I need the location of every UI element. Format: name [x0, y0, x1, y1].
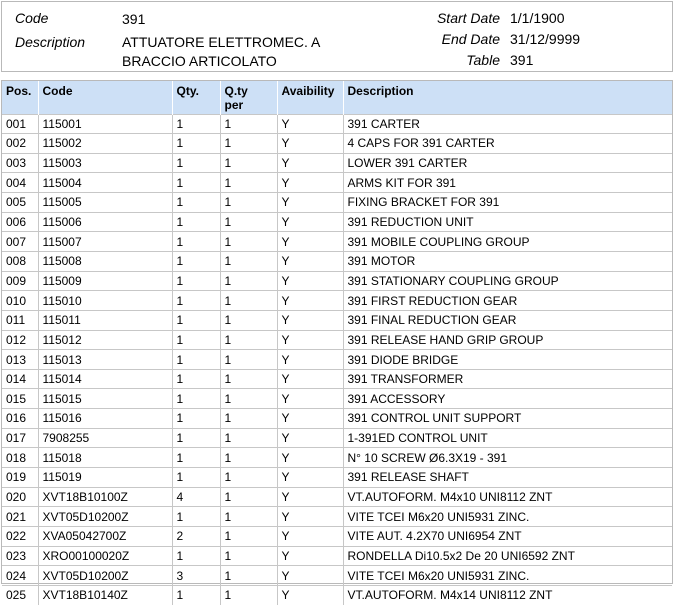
- cell-qty-per: 1: [220, 310, 277, 330]
- cell-qty-per: 1: [220, 114, 277, 134]
- cell-availability: Y: [277, 212, 343, 232]
- cell-qty: 1: [172, 448, 220, 468]
- column-header-text: Pos.: [6, 84, 32, 98]
- cell-qty: 1: [172, 310, 220, 330]
- cell-pos: 007: [2, 232, 38, 252]
- cell-qty: 4: [172, 487, 220, 507]
- cell-qty: 3: [172, 566, 220, 586]
- cell-availability: Y: [277, 428, 343, 448]
- cell-code: 115001: [38, 114, 172, 134]
- cell-availability: Y: [277, 409, 343, 429]
- table-row[interactable]: [2, 291, 672, 311]
- cell-code: 115009: [38, 271, 172, 291]
- cell-pos: 013: [2, 350, 38, 370]
- cell-qty-per: 1: [220, 271, 277, 291]
- cell-qty: 2: [172, 526, 220, 546]
- column-header-code: [38, 81, 172, 114]
- cell-code: XRO00100020Z: [38, 546, 172, 566]
- table-row[interactable]: [2, 389, 672, 409]
- cell-qty: 1: [172, 271, 220, 291]
- cell-pos: 016: [2, 409, 38, 429]
- cell-qty: 1: [172, 153, 220, 173]
- cell-qty-per: 1: [220, 251, 277, 271]
- cell-pos: 020: [2, 487, 38, 507]
- cell-code: 115006: [38, 212, 172, 232]
- cell-pos: 017: [2, 428, 38, 448]
- cell-availability: Y: [277, 448, 343, 468]
- cell-code: 115019: [38, 468, 172, 488]
- table-row[interactable]: [2, 232, 672, 252]
- cell-qty-per: 1: [220, 409, 277, 429]
- column-header-text: Code: [42, 84, 73, 98]
- cell-availability: Y: [277, 585, 343, 604]
- table-row[interactable]: [2, 369, 672, 389]
- table-value: 391: [510, 52, 534, 68]
- cell-description: 391 ACCESSORY: [343, 389, 672, 409]
- cell-qty: 1: [172, 330, 220, 350]
- parts-table-container: [1, 80, 673, 603]
- cell-description: VITE TCEI M6x20 UNI5931 ZINC.: [343, 507, 672, 527]
- cell-availability: Y: [277, 114, 343, 134]
- cell-qty-per: 1: [220, 526, 277, 546]
- table-row[interactable]: [2, 585, 672, 604]
- cell-pos: 022: [2, 526, 38, 546]
- cell-code: 115018: [38, 448, 172, 468]
- table-row[interactable]: [2, 409, 672, 429]
- cell-description: 391 FINAL REDUCTION GEAR: [343, 310, 672, 330]
- description-line-2: BRACCIO ARTICOLATO: [122, 53, 277, 69]
- cell-pos: 003: [2, 153, 38, 173]
- cell-qty: 1: [172, 350, 220, 370]
- cell-pos: 005: [2, 193, 38, 213]
- cell-code: 115002: [38, 134, 172, 154]
- cell-code: 115013: [38, 350, 172, 370]
- start-date-value: 1/1/1900: [510, 10, 565, 26]
- table-row[interactable]: [2, 487, 672, 507]
- cell-description: 391 DIODE BRIDGE: [343, 350, 672, 370]
- cell-availability: Y: [277, 134, 343, 154]
- cell-qty: 1: [172, 428, 220, 448]
- cell-availability: Y: [277, 369, 343, 389]
- cell-qty: 1: [172, 232, 220, 252]
- cell-qty: 1: [172, 251, 220, 271]
- cell-pos: 024: [2, 566, 38, 586]
- cell-code: 115003: [38, 153, 172, 173]
- table-row[interactable]: [2, 310, 672, 330]
- cell-qty-per: 1: [220, 448, 277, 468]
- cell-qty: 1: [172, 291, 220, 311]
- cell-code: XVA05042700Z: [38, 526, 172, 546]
- table-row[interactable]: [2, 566, 672, 586]
- cell-qty-per: 1: [220, 173, 277, 193]
- table-row[interactable]: [2, 271, 672, 291]
- parts-table: [2, 81, 672, 605]
- cell-code: 115012: [38, 330, 172, 350]
- table-row[interactable]: [2, 134, 672, 154]
- cell-availability: Y: [277, 153, 343, 173]
- cell-qty: 1: [172, 585, 220, 604]
- cell-qty: 1: [172, 389, 220, 409]
- cell-qty-per: 1: [220, 468, 277, 488]
- end-date-label: End Date: [441, 31, 500, 47]
- cell-qty-per: 1: [220, 330, 277, 350]
- cell-pos: 018: [2, 448, 38, 468]
- table-row[interactable]: [2, 468, 672, 488]
- cell-qty: 1: [172, 468, 220, 488]
- cell-qty: 1: [172, 212, 220, 232]
- table-row[interactable]: [2, 251, 672, 271]
- cell-pos: 023: [2, 546, 38, 566]
- cell-pos: 009: [2, 271, 38, 291]
- cell-code: XVT18B10100Z: [38, 487, 172, 507]
- table-row[interactable]: [2, 428, 672, 448]
- cell-qty-per: 1: [220, 585, 277, 604]
- cell-availability: Y: [277, 487, 343, 507]
- cell-description: RONDELLA Di10.5x2 De 20 UNI6592 ZNT: [343, 546, 672, 566]
- cell-code: 115015: [38, 389, 172, 409]
- column-header-qty: [172, 81, 220, 114]
- cell-description: VITE AUT. 4.2X70 UNI6954 ZNT: [343, 526, 672, 546]
- table-body: [2, 114, 672, 605]
- cell-qty-per: 1: [220, 507, 277, 527]
- cell-availability: Y: [277, 291, 343, 311]
- cell-description: 391 CARTER: [343, 114, 672, 134]
- cell-qty-per: 1: [220, 291, 277, 311]
- cell-availability: Y: [277, 350, 343, 370]
- cell-pos: 010: [2, 291, 38, 311]
- table-row[interactable]: [2, 330, 672, 350]
- cell-code: 115004: [38, 173, 172, 193]
- cell-availability: Y: [277, 310, 343, 330]
- cell-pos: 021: [2, 507, 38, 527]
- cell-pos: 011: [2, 310, 38, 330]
- cell-availability: Y: [277, 389, 343, 409]
- table-header-row: [2, 81, 672, 114]
- table-row[interactable]: [2, 526, 672, 546]
- cell-code: 7908255: [38, 428, 172, 448]
- column-header-text: Avaibility: [281, 84, 335, 98]
- description-label: Description: [15, 34, 86, 50]
- description-line-1: ATTUATORE ELETTROMEC. A: [122, 34, 321, 50]
- cell-description: 391 RELEASE SHAFT: [343, 468, 672, 488]
- cell-availability: Y: [277, 251, 343, 271]
- cell-qty-per: 1: [220, 153, 277, 173]
- cell-pos: 004: [2, 173, 38, 193]
- cell-qty: 1: [172, 409, 220, 429]
- cell-pos: 025: [2, 585, 38, 604]
- cell-qty: 1: [172, 134, 220, 154]
- cell-pos: 019: [2, 468, 38, 488]
- cell-description: VT.AUTOFORM. M4x10 UNI8112 ZNT: [343, 487, 672, 507]
- cell-qty: 1: [172, 193, 220, 213]
- cell-description: 391 TRANSFORMER: [343, 369, 672, 389]
- cell-qty: 1: [172, 546, 220, 566]
- column-header-text: Qty.: [176, 84, 199, 98]
- cell-availability: Y: [277, 173, 343, 193]
- cell-availability: Y: [277, 232, 343, 252]
- column-header-text: Description: [347, 84, 414, 98]
- cell-availability: Y: [277, 507, 343, 527]
- cell-qty: 1: [172, 173, 220, 193]
- cell-description: N° 10 SCREW Ø6.3X19 - 391: [343, 448, 672, 468]
- cell-code: 115008: [38, 251, 172, 271]
- cell-availability: Y: [277, 526, 343, 546]
- cell-qty: 1: [172, 369, 220, 389]
- cell-pos: 001: [2, 114, 38, 134]
- cell-qty-per: 1: [220, 546, 277, 566]
- cell-qty-per: 1: [220, 212, 277, 232]
- cell-pos: 012: [2, 330, 38, 350]
- end-date-value: 31/12/9999: [510, 31, 581, 47]
- table-row[interactable]: [2, 546, 672, 566]
- cell-description: VT.AUTOFORM. M4x14 UNI8112 ZNT: [343, 585, 672, 604]
- cell-qty-per: 1: [220, 350, 277, 370]
- table-row[interactable]: [2, 212, 672, 232]
- cell-description: 391 CONTROL UNIT SUPPORT: [343, 409, 672, 429]
- cell-description: 391 MOBILE COUPLING GROUP: [343, 232, 672, 252]
- cell-description: LOWER 391 CARTER: [343, 153, 672, 173]
- cell-qty-per: 1: [220, 428, 277, 448]
- code-value: 391: [122, 11, 146, 27]
- cell-qty-per: 1: [220, 487, 277, 507]
- cell-qty: 1: [172, 507, 220, 527]
- cell-code: 115010: [38, 291, 172, 311]
- column-header-text: Q.ty: [224, 84, 248, 98]
- column-header-availability: [277, 81, 343, 114]
- cell-availability: Y: [277, 546, 343, 566]
- cell-code: 115005: [38, 193, 172, 213]
- cell-pos: 015: [2, 389, 38, 409]
- cell-qty-per: 1: [220, 369, 277, 389]
- cell-pos: 002: [2, 134, 38, 154]
- cell-description: 4 CAPS FOR 391 CARTER: [343, 134, 672, 154]
- cell-code: 115011: [38, 310, 172, 330]
- document-header: [1, 1, 673, 72]
- start-date-label: Start Date: [436, 10, 500, 26]
- table-row[interactable]: [2, 350, 672, 370]
- cell-qty-per: 1: [220, 134, 277, 154]
- cell-description: FIXING BRACKET FOR 391: [343, 193, 672, 213]
- cell-pos: 008: [2, 251, 38, 271]
- cell-description: 391 STATIONARY COUPLING GROUP: [343, 271, 672, 291]
- cell-availability: Y: [277, 566, 343, 586]
- cell-availability: Y: [277, 193, 343, 213]
- cell-qty-per: 1: [220, 566, 277, 586]
- cell-code: XVT18B10140Z: [38, 585, 172, 604]
- table-row[interactable]: [2, 173, 672, 193]
- table-row[interactable]: [2, 193, 672, 213]
- cell-code: 115016: [38, 409, 172, 429]
- cell-description: 1-391ED CONTROL UNIT: [343, 428, 672, 448]
- cell-description: VITE TCEI M6x20 UNI5931 ZINC.: [343, 566, 672, 586]
- cell-code: 115007: [38, 232, 172, 252]
- column-header-qty-per: [220, 81, 277, 114]
- column-header-description: [343, 81, 672, 114]
- column-header-pos: [2, 81, 38, 114]
- column-header-text: per: [224, 98, 244, 112]
- cell-qty-per: 1: [220, 193, 277, 213]
- cell-availability: Y: [277, 330, 343, 350]
- table-row[interactable]: [2, 153, 672, 173]
- table-row[interactable]: [2, 448, 672, 468]
- cell-qty-per: 1: [220, 232, 277, 252]
- cell-code: 115014: [38, 369, 172, 389]
- cell-description: 391 FIRST REDUCTION GEAR: [343, 291, 672, 311]
- cell-description: 391 MOTOR: [343, 251, 672, 271]
- cell-availability: Y: [277, 468, 343, 488]
- cell-code: XVT05D10200Z: [38, 566, 172, 586]
- cell-pos: 014: [2, 369, 38, 389]
- code-label: Code: [15, 10, 49, 26]
- cell-pos: 006: [2, 212, 38, 232]
- cell-code: XVT05D10200Z: [38, 507, 172, 527]
- table-row[interactable]: [2, 114, 672, 134]
- description-value: [122, 33, 320, 71]
- cell-qty-per: 1: [220, 389, 277, 409]
- cell-qty: 1: [172, 114, 220, 134]
- cell-description: 391 REDUCTION UNIT: [343, 212, 672, 232]
- table-label: Table: [466, 52, 500, 68]
- cell-availability: Y: [277, 271, 343, 291]
- cell-description: ARMS KIT FOR 391: [343, 173, 672, 193]
- table-row[interactable]: [2, 507, 672, 527]
- cell-description: 391 RELEASE HAND GRIP GROUP: [343, 330, 672, 350]
